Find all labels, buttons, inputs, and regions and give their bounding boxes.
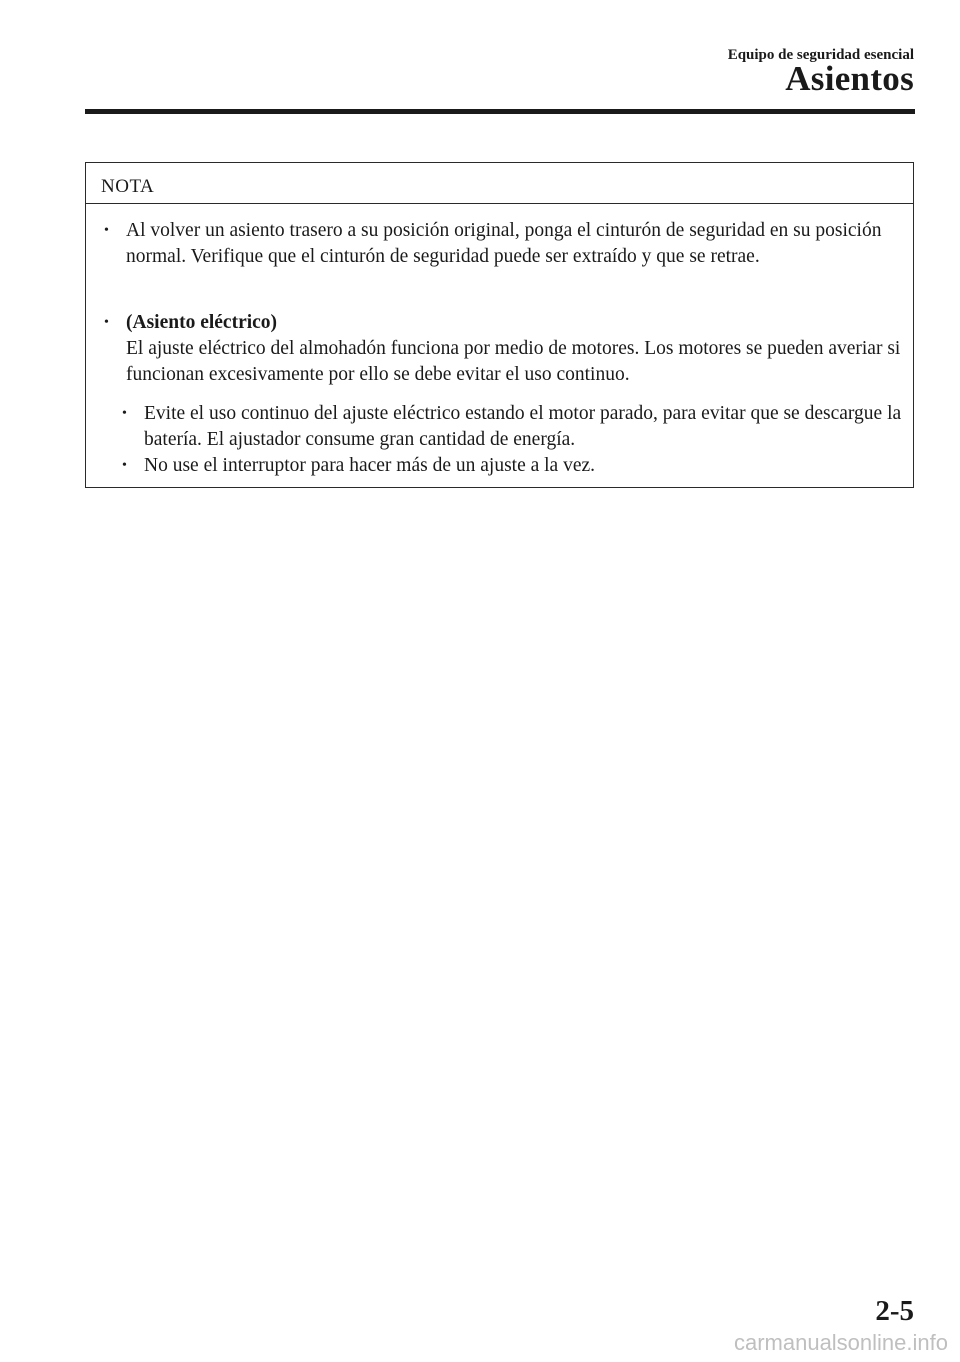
note-item-seatbelt xyxy=(104,218,906,270)
page-title: Asientos xyxy=(785,59,914,98)
watermark: carmanualsonline.info xyxy=(733,1330,948,1355)
bullet-icon: • xyxy=(122,406,127,421)
bullet-icon: • xyxy=(122,458,127,473)
note-item-text: Al volver un asiento trasero a su posición original, ponga el cinturón de seguridad en su posición normal. Verifique que el cinturón de seguridad puede ser extraído y que se retrae. xyxy=(126,220,882,267)
note-item-text: El ajuste eléctrico del almohadón funciona por medio de motores. Los motores se pueden averiar si funcionan excesivamente por ello se debe evitar el uso continuo. xyxy=(126,338,901,385)
header-section-label: Equipo de seguridad esencial xyxy=(727,47,914,63)
bullet-icon: • xyxy=(104,223,109,238)
note-item-title: (Asiento eléctrico) xyxy=(126,312,278,333)
note-heading: NOTA xyxy=(101,176,155,197)
page-number: 2-5 xyxy=(875,1295,914,1327)
note-subitem-text: Evite el uso continuo del ajuste eléctrico estando el motor parado, para evitar que se descargue la batería. El ajustador consume gran cantidad de energía. xyxy=(144,403,902,450)
note-subitem-switch xyxy=(122,453,909,479)
note-subitem-battery xyxy=(122,401,909,453)
header-rule xyxy=(85,109,915,114)
note-box xyxy=(85,162,914,488)
note-divider xyxy=(86,203,913,204)
bullet-icon: • xyxy=(104,315,109,330)
note-subitem-text: No use el interruptor para hacer más de un ajuste a la vez. xyxy=(144,455,596,476)
note-item-power-seat xyxy=(104,310,906,388)
